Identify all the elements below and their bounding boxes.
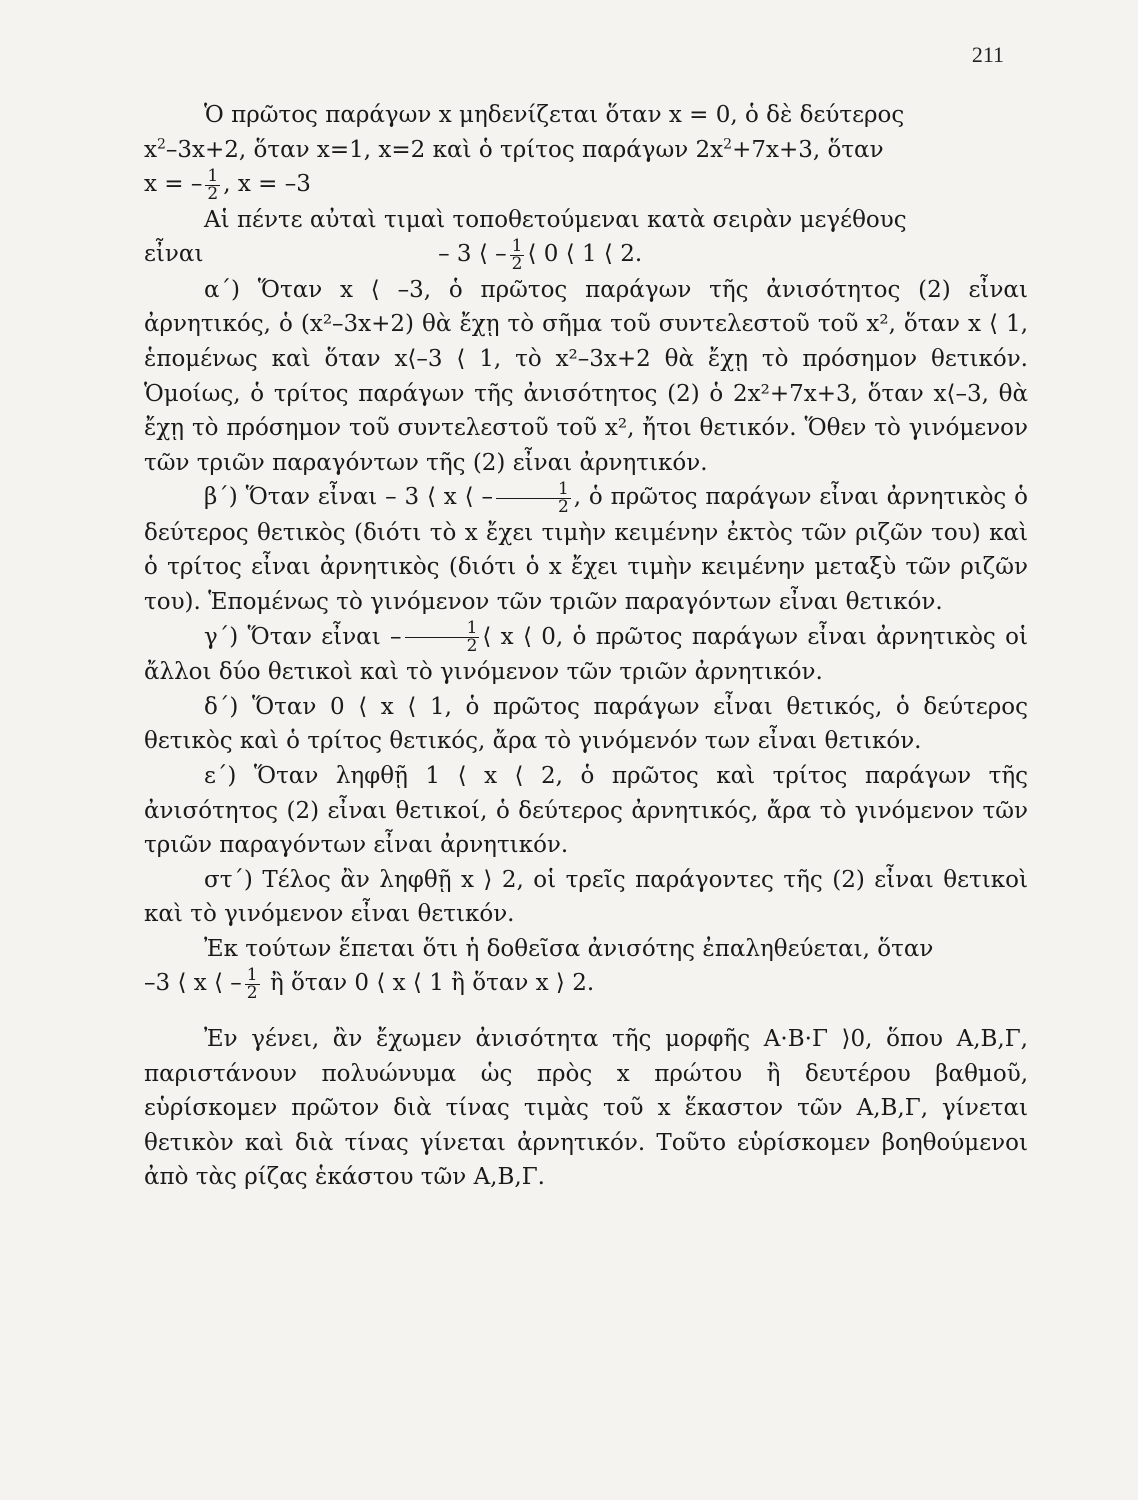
- line-ordering-inequality: [144, 237, 1028, 273]
- numerator: 1: [405, 620, 480, 638]
- line-factors-2: [144, 133, 1028, 168]
- numerator: 1: [207, 165, 219, 186]
- text: –3x+2, ὅταν x=1, x=2 καὶ ὁ τρίτος παράγων 2x: [165, 136, 724, 163]
- text: –3 ⟨ x ⟨ –: [144, 970, 242, 997]
- exponent: 2: [723, 135, 733, 152]
- fraction-one-half: [405, 620, 480, 655]
- case-gamma: [144, 620, 1028, 690]
- text: , ὁ πρῶτος παράγων εἶναι ἀρνητικὸς ὁ δεύτερος θετικὸς (διότι τὸ x ἔχει τιμὴν κειμένην ἐκτὸς τῶν ριζῶν του) καὶ ὁ τρίτος εἶναι ἀρνητικὸς (διότι ὁ x ἔχει τιμὴν κειμένην μεταξὺ τῶν ριζῶν του). Ἑπομένως τὸ γινόμενον τῶν τριῶν παραγόντων εἶναι θετικόν.: [144, 484, 1029, 616]
- page-number: 211: [971, 42, 1004, 67]
- text: , x = –3: [223, 171, 311, 198]
- text: ἢ ὅταν 0 ⟨ x ⟨ 1 ἢ ὅταν x ⟩ 2.: [269, 970, 595, 997]
- conclusion-solution: [144, 966, 1028, 1002]
- paragraph-ordering: [144, 203, 1028, 238]
- paragraph-factors: [144, 98, 1028, 133]
- conclusion: Ἐκ τούτων ἕπεται ὅτι ἡ δοθεῖσα ἀνισότης ἐπαληθεύεται, ὅταν: [204, 935, 934, 962]
- text: β΄) Ὅταν εἶναι – 3 ⟨ x ⟨ –: [204, 484, 493, 511]
- numerator: 1: [246, 964, 258, 985]
- general-rule: Ἐν γένει, ἂν ἔχωμεν ἀνισότητα τῆς μορφῆς Α·Β·Γ ⟩0, ὅπου Α,Β,Γ, παριστάνουν πολυώνυμα ὡς πρὸς x πρώτου ἢ δευτέρου βαθμοῦ, εὑρίσκομεν πρῶτον διὰ τίνας τιμὰς τοῦ x ἕκαστον τῶν Α,Β,Γ, γίνεται θετικὸν καὶ διὰ τίνας γίνεται ἀρνητικόν. Τοῦτο εὑρίσκομεν βοηθούμενοι ἀπὸ τὰς ρίζας ἑκάστου τῶν Α,Β,Γ.: [144, 1025, 1028, 1191]
- text: εἶναι: [144, 241, 204, 268]
- denominator: 2: [207, 183, 219, 204]
- denominator: 2: [557, 496, 569, 517]
- text: ⟨ x ⟨ 0, ὁ πρῶτος παράγων εἶναι ἀρνητικὸς οἱ ἄλλοι δύο θετικοὶ καὶ τὸ γινόμενον τῶν τριῶν ἀρνητικόν.: [144, 623, 1029, 686]
- text: +7x+3, ὅταν: [732, 136, 884, 163]
- numerator: 1: [511, 235, 523, 256]
- text: γ΄) Ὅταν εἶναι –: [204, 623, 402, 650]
- page-body: [144, 98, 1028, 1195]
- numerator: 1: [496, 481, 571, 499]
- fraction-one-half: [510, 235, 525, 274]
- denominator: 2: [246, 982, 258, 1003]
- denominator: 2: [466, 636, 478, 657]
- exponent: 2: [156, 135, 166, 152]
- text: ⟨ 0 ⟨ 1 ⟨ 2.: [527, 241, 643, 268]
- case-epsilon: ε΄) Ὅταν ληφθῇ 1 ⟨ x ⟨ 2, ὁ πρῶτος καὶ τρίτος παράγων τῆς ἀνισότητος (2) εἶναι θετικοί, ὁ δεύτερος ἀρνητικός, ἄρα τὸ γινόμενον τῶν τριῶν παραγόντων εἶναι ἀρνητικόν.: [144, 762, 1028, 859]
- fraction-one-half: [205, 165, 220, 204]
- denominator: 2: [511, 253, 523, 274]
- case-alpha: α΄) Ὅταν x ⟨ –3, ὁ πρῶτος παράγων τῆς ἀνισότητος (2) εἶναι ἀρνητικός, ὁ (x²–3x+2) θὰ ἔχῃ τὸ σῆμα τοῦ συντελεστοῦ τοῦ x², ὅταν x ⟨ 1, ἑπομένως καὶ ὅταν x⟨–3 ⟨ 1, τὸ x²–3x+2 θὰ ἔχῃ τὸ πρόσημον θετικόν. Ὁμοίως, ὁ τρίτος παράγων τῆς ἀνισότητος (2) ὁ 2x²+7x+3, ὅταν x⟨–3, θὰ ἔχῃ τὸ πρόσημον τοῦ συντελεστοῦ τοῦ x², ἤτοι θετικόν. Ὅθεν τὸ γινόμενον τῶν τριῶν παραγόντων τῆς (2) εἶναι ἀρνητικόν.: [144, 276, 1028, 476]
- line-roots: [144, 167, 1028, 203]
- line-factors-1: Ὁ πρῶτος παράγων x μηδενίζεται ὅταν x = 0, ὁ δὲ δεύτερος: [204, 102, 905, 128]
- text: – 3 ⟨ –: [438, 241, 507, 268]
- case-stigma: στ΄) Τέλος ἂν ληφθῇ x ⟩ 2, οἱ τρεῖς παράγοντες τῆς (2) εἶναι θετικοὶ καὶ τὸ γινόμενον εἶναι θετικόν.: [144, 866, 1028, 928]
- text: Αἱ πέντε αὐταὶ τιμαὶ τοποθετούμεναι κατὰ σειρὰν μεγέθους: [204, 206, 907, 233]
- fraction-one-half: [496, 478, 571, 517]
- text: x = –: [144, 171, 203, 198]
- text: x: [144, 136, 157, 163]
- case-beta: [144, 480, 1028, 619]
- case-delta: δ΄) Ὅταν 0 ⟨ x ⟨ 1, ὁ πρῶτος παράγων εἶναι θετικός, ὁ δεύτερος θετικὸς καὶ ὁ τρίτος θετικός, ἄρα τὸ γινόμενόν των εἶναι θετικόν.: [144, 693, 1028, 755]
- fraction-one-half: [245, 964, 260, 1003]
